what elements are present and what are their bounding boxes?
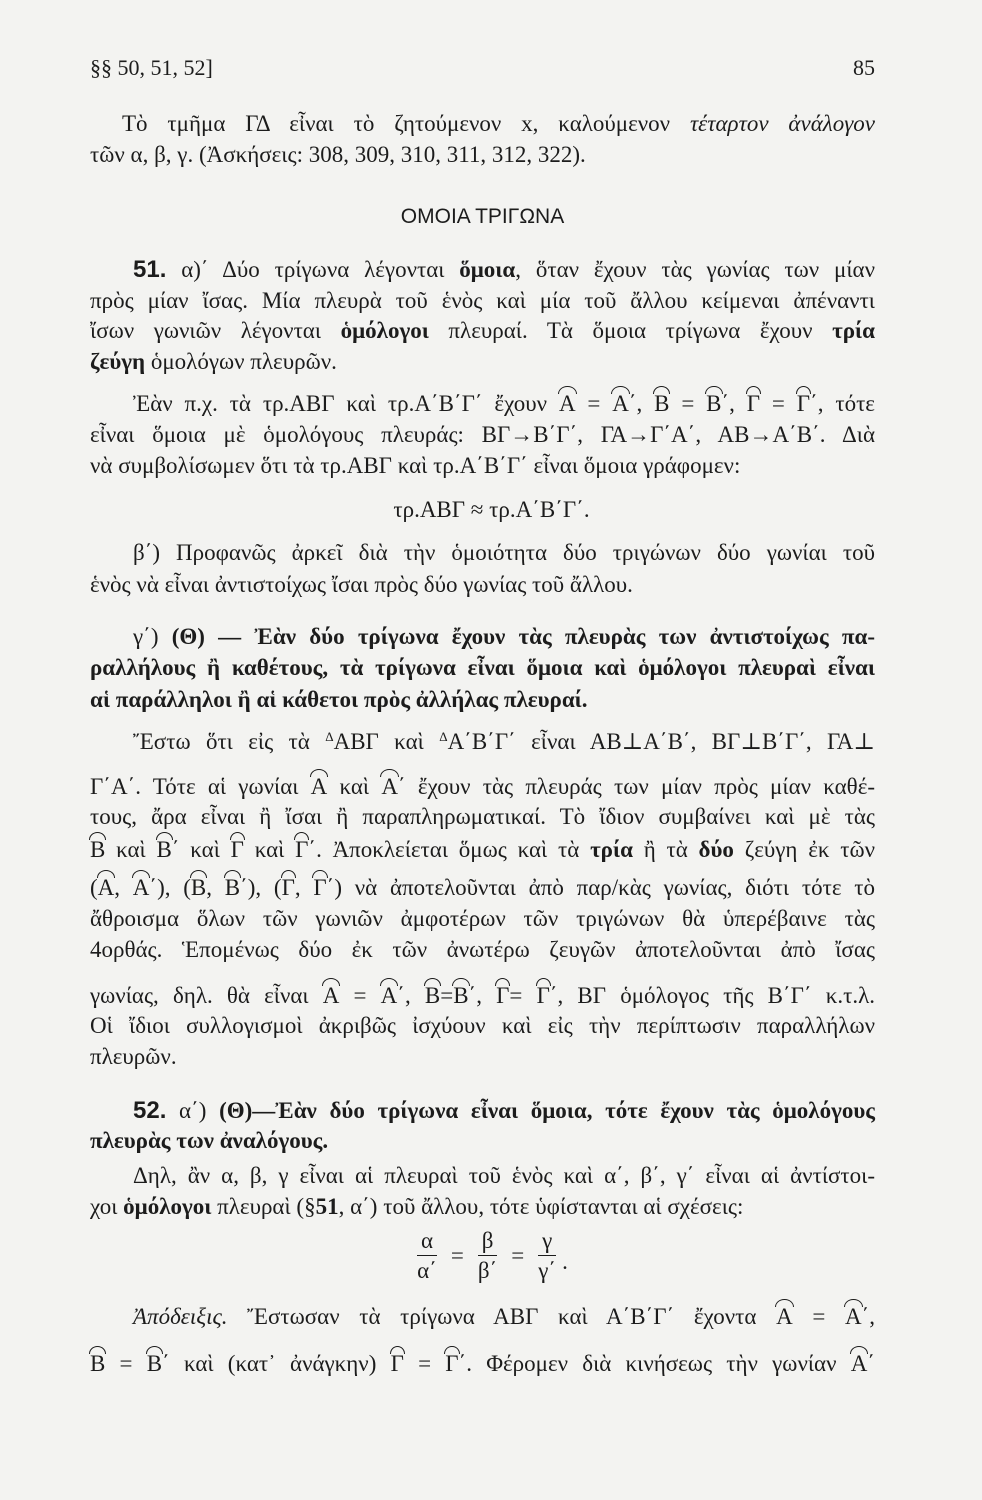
angle-symbol: Α: [98, 873, 115, 903]
bold-text: ζεύγη: [90, 349, 146, 374]
text-run: =: [440, 983, 454, 1008]
text-run: ΄, ΒΓ ὁμόλογος τῆς Β΄Γ΄ κ.τ.λ.: [549, 983, 876, 1008]
formula-period: .: [562, 1249, 568, 1274]
angle-symbol: Β: [654, 389, 669, 419]
text-run: νὰ συμβολίσωμεν ὅτι τὰ τρ.ΑΒΓ καὶ τρ.Α΄Β΄Γ΄ εἶναι ὅμοια γράφομεν:: [90, 453, 741, 478]
text-run: =: [760, 391, 797, 416]
text-run: πλευραὶ (§: [211, 1194, 316, 1219]
bold-text: (Θ) — Ἐὰν δύο τρίγωνα ἔχουν τὰς πλευρὰς των ἀντιστοίχως πα-: [171, 624, 876, 649]
text-line: [90, 1042, 875, 1072]
text-run: πρὸς μίαν ἴσας. Μία πλευρὰ τοῦ ἑνὸς καὶ μία τοῦ ἄλλου κείμεναι ἀπέναντι: [90, 288, 875, 313]
text-line: [90, 1096, 875, 1126]
text-run: Α΄Β΄Γ΄ εἶναι ΑΒ⊥Α΄Β΄, ΒΓ⊥Β΄Γ΄, ΓΑ⊥: [447, 729, 875, 754]
angle-symbol: Α: [851, 1349, 868, 1379]
angle-symbol: Α: [133, 873, 150, 903]
text-run: ἑνὸς νὰ εἶναι ἀντιστοίχως ἴσαι πρὸς δύο γωνίας τοῦ ἄλλου.: [90, 572, 633, 597]
italic-text: τέταρτον ἀνάλογον: [689, 111, 875, 136]
angle-symbol: Β: [157, 835, 172, 865]
text-run: , ὅταν ἔχουν τὰς γωνίας των μίαν: [515, 257, 875, 282]
text-line: [90, 904, 875, 934]
text-run: α)΄ Δύο τρίγωνα λέγονται: [166, 257, 460, 282]
equals-sign: =: [511, 1243, 525, 1268]
text-run: Δηλ, ἂν α, β, γ εἶναι αἱ πλευραὶ τοῦ ἑνὸς καὶ α΄, β΄, γ΄ εἶναι αἱ ἀντίστοι-: [133, 1163, 875, 1188]
angle-symbol: Γ: [445, 1349, 458, 1379]
text-line: [90, 727, 875, 757]
angle-symbol: Α: [381, 981, 398, 1011]
text-run: ΄. Φέρομεν διὰ κινήσεως τὴν γωνίαν: [458, 1351, 851, 1376]
text-run: =: [105, 1351, 147, 1376]
text-line: [90, 255, 875, 285]
bold-text: (Θ)—Ἐὰν δύο τρίγωνα εἶναι ὅμοια, τότε ἔχουν τὰς ὁμολόγους: [219, 1098, 876, 1123]
text-run: ΄), (: [240, 875, 282, 900]
angle-symbol: Β: [225, 873, 240, 903]
text-line: [90, 538, 875, 568]
text-line: [90, 1349, 875, 1379]
text-line: [90, 653, 875, 683]
text-run: ΄), (: [149, 875, 191, 900]
angle-symbol: Α: [776, 1302, 793, 1332]
text-run: ,: [206, 875, 225, 900]
angle-symbol: Β: [453, 981, 468, 1011]
angle-symbol: Α: [311, 772, 328, 802]
text-run: καὶ: [243, 837, 296, 862]
text-run: καὶ: [105, 837, 157, 862]
text-run: =: [792, 1304, 845, 1329]
fraction-numerator: β: [478, 1227, 498, 1256]
text-run: καὶ: [327, 774, 382, 799]
text-run: πλευρῶν.: [90, 1044, 177, 1069]
bold-text: πλευρὰς των ἀναλόγους.: [90, 1128, 329, 1153]
fraction: [413, 1227, 441, 1286]
text-line: [90, 109, 875, 139]
text-line: [90, 286, 875, 316]
angle-symbol: Γ: [313, 873, 326, 903]
text-line: [90, 685, 875, 715]
text-run: (: [90, 875, 98, 900]
text-run: Οἱ ἴδιοι συλλογισμοὶ ἀκριβῶς ἰσχύουν καὶ εἰς τὴν περίπτωσιν παραλλήλων: [90, 1013, 875, 1038]
angle-symbol: Α: [612, 389, 629, 419]
page-number: 85: [853, 55, 875, 80]
angle-symbol: Α: [381, 772, 398, 802]
section-number: 51.: [133, 256, 167, 283]
text-run: ΄) νὰ ἀποτελοῦνται ἀπὸ παρ/κὰς γωνίας, διότι τότε τὸ: [326, 875, 875, 900]
text-line: [90, 835, 875, 865]
text-line: [90, 1192, 875, 1222]
text-run: =: [403, 1351, 446, 1376]
bold-text: ραλλήλους ἢ καθέτους, τὰ τρίγωνα εἶναι ὅμοια καὶ ὁμόλογοι πλευραὶ εἶναι: [90, 655, 875, 680]
text-run: Ἔστωσαν τὰ τρίγωνα ΑΒΓ καὶ Α΄Β΄Γ΄ ἔχοντα: [227, 1304, 777, 1329]
text-run: τῶν α, β, γ. (Ἀσκήσεις: 308, 309, 310, 311, 312, 322).: [90, 142, 586, 167]
text-run: ΄, τότε: [810, 391, 875, 416]
text-run: ΄,: [468, 983, 497, 1008]
text-line: [90, 1011, 875, 1041]
text-line: [90, 140, 875, 170]
triangle-symbol: Δ: [439, 729, 448, 744]
angle-symbol: Α: [845, 1302, 862, 1332]
text-run: ΄ ἔχουν τὰς πλευράς των μίαν πρὸς μίαν καθέ-: [397, 774, 876, 799]
fraction-denominator: α΄: [417, 1257, 437, 1283]
angle-symbol: Β: [425, 981, 440, 1011]
text-line: [90, 1161, 875, 1191]
angle-symbol: Β: [706, 389, 721, 419]
text-run: Ἐὰν π.χ. τὰ τρ.ΑΒΓ καὶ τρ.Α΄Β΄Γ΄ ἔχουν: [133, 391, 559, 416]
text-run: ,: [294, 875, 314, 900]
angle-symbol: Β: [90, 835, 105, 865]
text-line: [90, 873, 875, 903]
bold-text: ὁμόλογοι: [340, 318, 429, 343]
text-line: [90, 772, 875, 802]
bold-text: ὅμοια: [459, 257, 516, 282]
section-reference: §§ 50, 51, 52]: [90, 55, 213, 80]
text-run: ζεύγη ἐκ τῶν: [733, 837, 875, 862]
angle-symbol: Β: [147, 1349, 162, 1379]
text-run: ΄ καὶ (κατ᾽ ἀνάγκην): [162, 1351, 391, 1376]
text-line: [90, 981, 875, 1011]
text-run: ὁμολόγων πλευρῶν.: [145, 349, 337, 374]
text-line: [90, 420, 875, 450]
angle-symbol: Α: [559, 389, 576, 419]
angle-symbol: Γ: [496, 981, 509, 1011]
angle-symbol: Γ: [537, 981, 550, 1011]
text-line: [90, 389, 875, 419]
text-line: [90, 1302, 875, 1332]
text-line: [90, 570, 875, 600]
text-run: 4ορθάς. Ἑπομένως δύο ἐκ τῶν ἀνωτέρω ζευγῶν ἀποτελοῦνται ἀπὸ ἴσας: [90, 937, 875, 962]
text-run: πλευραί. Τὰ ὅμοια τρίγωνα ἔχουν: [428, 318, 833, 343]
text-run: =: [339, 983, 381, 1008]
running-header: [90, 53, 875, 83]
text-run: τρ.ΑΒΓ ≈ τρ.Α΄Β΄Γ΄.: [393, 497, 590, 522]
text-run: ἴσων γωνιῶν λέγονται: [90, 318, 341, 343]
text-run: ΄,: [628, 391, 655, 416]
angle-symbol: Γ: [231, 835, 244, 865]
text-run: εἶναι ὅμοια μὲ ὁμολόγους πλευράς: ΒΓ→Β΄Γ΄, ΓΑ→Γ΄Α΄, ΑΒ→Α΄Β΄. Διὰ: [90, 422, 875, 447]
fraction-numerator: γ: [538, 1227, 556, 1256]
angle-symbol: Γ: [747, 389, 760, 419]
text-run: ΄,: [721, 391, 747, 416]
text-run: ,: [114, 875, 133, 900]
triangle-symbol: Δ: [325, 729, 334, 744]
text-run: ΑΒΓ καὶ: [333, 729, 440, 754]
text-run: =: [509, 983, 537, 1008]
text-line: [90, 451, 875, 481]
text-run: =: [575, 391, 613, 416]
section-number: 52.: [133, 1097, 167, 1124]
text-run: ἢ τὰ: [632, 837, 699, 862]
text-run: γ΄): [133, 624, 172, 649]
text-run: Τὸ τμῆμα ΓΔ εἶναι τὸ ζητούμενον x, καλούμενον: [122, 111, 690, 136]
text-run: β΄) Προφανῶς ἀρκεῖ διὰ τὴν ὁμοιότητα δύο τριγώνων δύο γωνίαι τοῦ: [133, 540, 875, 565]
text-line: [90, 316, 875, 346]
text-run: α΄): [166, 1098, 220, 1123]
text-run: ΄ καὶ: [171, 837, 231, 862]
text-run: χοι: [90, 1194, 124, 1219]
fraction-denominator: γ΄: [538, 1257, 557, 1283]
text-run: , α΄) τοῦ ἄλλου, τότε ὑφίστανται αἱ σχέσεις:: [338, 1194, 744, 1219]
text-run: Γ΄Α΄. Τότε αἱ γωνίαι: [90, 774, 311, 799]
angle-symbol: Γ: [797, 389, 810, 419]
angle-symbol: Γ: [391, 1349, 404, 1379]
text-line: [90, 1126, 875, 1156]
text-run: =: [669, 391, 707, 416]
bold-text: ὁμόλογοι: [123, 1194, 212, 1219]
text-run: Ἔστω ὅτι εἰς τὰ: [133, 729, 326, 754]
text-line: [90, 935, 875, 965]
fraction-denominator: β΄: [477, 1257, 498, 1283]
proportion-formula: [90, 1226, 875, 1286]
text-line: [90, 622, 875, 652]
equals-sign: =: [450, 1243, 464, 1268]
text-line: [90, 347, 875, 377]
fraction: [534, 1227, 560, 1286]
section-heading: ΟΜΟΙΑ ΤΡΙΓΩΝΑ: [400, 205, 565, 228]
text-run: ΄,: [861, 1304, 875, 1329]
similarity-notation: [90, 495, 875, 525]
bold-text: τρία: [832, 318, 876, 343]
bold-text: τρία: [590, 837, 633, 862]
bold-text: 51: [315, 1194, 339, 1219]
bold-text: δύο: [698, 837, 734, 862]
angle-symbol: Β: [191, 873, 206, 903]
bold-text: αἱ παράλληλοι ἢ αἱ κάθετοι πρὸς ἀλλήλας πλευραί.: [90, 687, 588, 712]
text-run: γωνίας, δηλ. θὰ εἶναι: [90, 983, 323, 1008]
angle-symbol: Β: [90, 1349, 105, 1379]
italic-text: Ἀπόδειξις.: [133, 1304, 228, 1329]
text-run: ΄: [867, 1351, 875, 1376]
angle-symbol: Γ: [282, 873, 295, 903]
text-line: [90, 802, 875, 832]
text-run: ΄. Ἀποκλείεται ὅμως καὶ τὰ: [308, 837, 591, 862]
text-run: τους, ἄρα εἶναι ἢ ἴσαι ἢ παραπληρωματικαί. Τὸ ἴδιον συμβαίνει καὶ μὲ τὰς: [90, 804, 875, 829]
text-run: ΄,: [397, 983, 425, 1008]
fraction-numerator: α: [417, 1227, 437, 1256]
fraction: [474, 1227, 501, 1286]
text-run: ἄθροισμα ὅλων τῶν γωνιῶν ἀμφοτέρων τῶν τριγώνων θὰ ὑπερέβαινε τὰς: [90, 906, 875, 931]
angle-symbol: Γ: [295, 835, 308, 865]
angle-symbol: Α: [323, 981, 340, 1011]
